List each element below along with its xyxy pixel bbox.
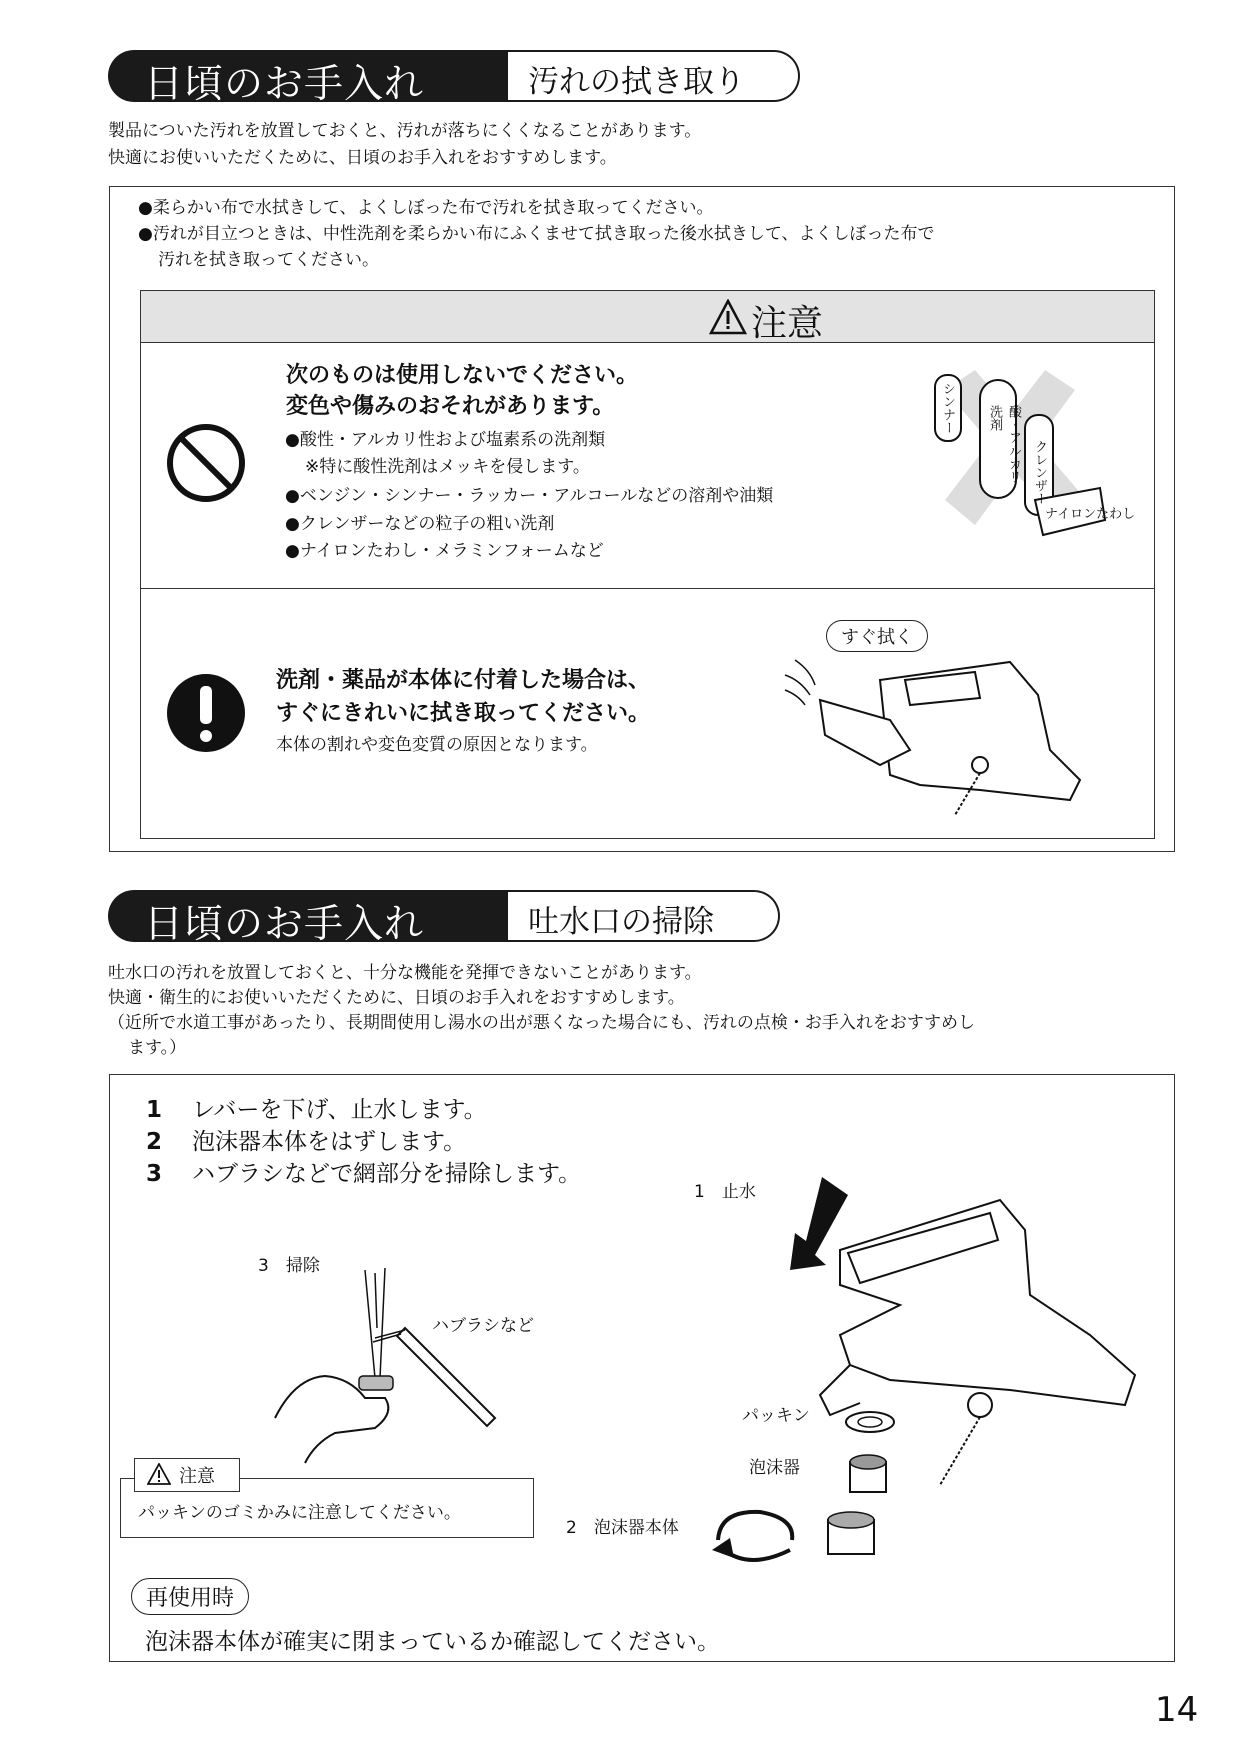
section2-intro-4: ます。）: [128, 1038, 187, 1058]
caution1-item-3: ●クレンザーなどの粒子の粗い洗剤: [285, 514, 555, 534]
caution1-item-1-note: ※特に酸性洗剤はメッキを侵します。: [305, 457, 590, 477]
step-3-text: ハブラシなどで網部分を掃除します。: [192, 1161, 582, 1187]
wipe-now-tag: すぐ拭く: [826, 620, 928, 652]
caution2-note: 本体の割れや変色変質の原因となります。: [276, 735, 598, 755]
section2-intro-3: （近所で水道工事があったり、長期間使用し湯水の出が悪くなった場合にも、汚れの点検・お手入れをおすすめし: [108, 1013, 975, 1033]
section1-subtitle-bar: [508, 50, 800, 102]
label-step1-stop: 1 止水: [694, 1182, 756, 1202]
exclamation-icon: [165, 672, 247, 754]
small-caution-text: パッキンのゴミかみに注意してください。: [138, 1503, 461, 1523]
section2-intro-1: 吐水口の汚れを放置しておくと、十分な機能を発揮できないことがあります。: [108, 963, 702, 983]
warning-triangle-icon: [709, 299, 747, 335]
caution1-item-4: ●ナイロンたわし・メラミンフォームなど: [285, 541, 604, 561]
caution2-heading-line2: すぐにきれいに拭き取ってください。: [276, 701, 651, 726]
prohibited-icon: [165, 422, 247, 504]
step-1-num: 1: [146, 1097, 163, 1123]
step-2: [146, 1126, 581, 1158]
illus-label-acid: 酸・アルカリ洗剤: [987, 405, 1021, 483]
illus-label-thinner: シンナー: [940, 382, 955, 434]
illus-label-cleanser: クレンザー: [1032, 440, 1047, 505]
section1-bullet-2-cont: 汚れを拭き取ってください。: [158, 250, 379, 270]
caution2-heading: [276, 664, 650, 730]
caution-title: 注意: [751, 303, 824, 344]
section1-header: [108, 50, 824, 107]
section1-intro-1: 製品についた汚れを放置しておくと、汚れが落ちにくくなることがあります。: [108, 121, 702, 141]
small-caution-tag: [134, 1458, 240, 1492]
caution-header: [140, 290, 1155, 343]
page-number: 14: [1155, 1690, 1199, 1730]
section2-intro-2: 快適・衛生的にお使いいただくために、日頃のお手入れをおすすめします。: [108, 988, 685, 1008]
step-2-text: 泡沫器本体をはずします。: [192, 1129, 467, 1155]
label-toothbrush: ハブラシなど: [432, 1316, 534, 1336]
section1-title: 日頃のお手入れ: [144, 62, 425, 107]
reuse-tag: 再使用時: [131, 1578, 249, 1615]
caution1-item-2: ●ベンジン・シンナー・ラッカー・アルコールなどの溶剤や油類: [285, 486, 774, 506]
section1-bullet-2: ●汚れが目立つときは、中性洗剤を柔らかい布にふくませて拭き取った後水拭きして、よくしぼった布で: [138, 224, 935, 244]
step-3: [146, 1158, 581, 1190]
step-2-num: 2: [146, 1129, 163, 1155]
caution-divider: [141, 588, 1154, 589]
caution2-heading-line1: 洗剤・薬品が本体に付着した場合は、: [276, 668, 651, 693]
section2-header: [108, 890, 824, 947]
step-3-num: 3: [146, 1161, 163, 1187]
label-step2-aerator-body: 2 泡沫器本体: [566, 1518, 679, 1538]
section1-title-bar: [108, 50, 508, 107]
label-step3-clean: 3 掃除: [258, 1256, 320, 1276]
section2-title-bar: [108, 890, 508, 947]
label-packing: パッキン: [742, 1406, 810, 1426]
caution1-item-1: ●酸性・アルカリ性および塩素系の洗剤類: [285, 430, 606, 450]
reuse-text: 泡沫器本体が確実に閉まっているか確認してください。: [145, 1629, 720, 1655]
section1-subtitle: 汚れの拭き取り: [528, 64, 745, 100]
cleaning-illustration: [255, 1268, 515, 1468]
section2-title: 日頃のお手入れ: [144, 902, 425, 947]
section2-subtitle-bar: [508, 890, 780, 942]
steps-list: [146, 1094, 581, 1190]
step-1-text: レバーを下げ、止水します。: [192, 1097, 487, 1123]
aerator-parts-illustration: [710, 1400, 930, 1580]
small-caution-title: 注意: [179, 1466, 215, 1487]
caution1-heading-line1: 次のものは使用しないでください。: [286, 363, 639, 388]
illus-label-nylon: ナイロンたわし: [1045, 507, 1136, 522]
caution1-heading-line2: 変色や傷みのおそれがあります。: [286, 394, 615, 419]
section1-intro-2: 快適にお使いいただくために、日頃のお手入れをおすすめします。: [108, 148, 617, 168]
step-1: [146, 1094, 581, 1126]
label-aerator: 泡沫器: [749, 1458, 800, 1478]
section2-subtitle: 吐水口の掃除: [528, 904, 714, 940]
caution1-heading: [286, 360, 638, 422]
section1-bullet-1: ●柔らかい布で水拭きして、よくしぼった布で汚れを拭き取ってください。: [138, 198, 714, 218]
warning-triangle-small-icon: [147, 1463, 171, 1485]
faucet-wipe-illustration: [780, 640, 1110, 820]
